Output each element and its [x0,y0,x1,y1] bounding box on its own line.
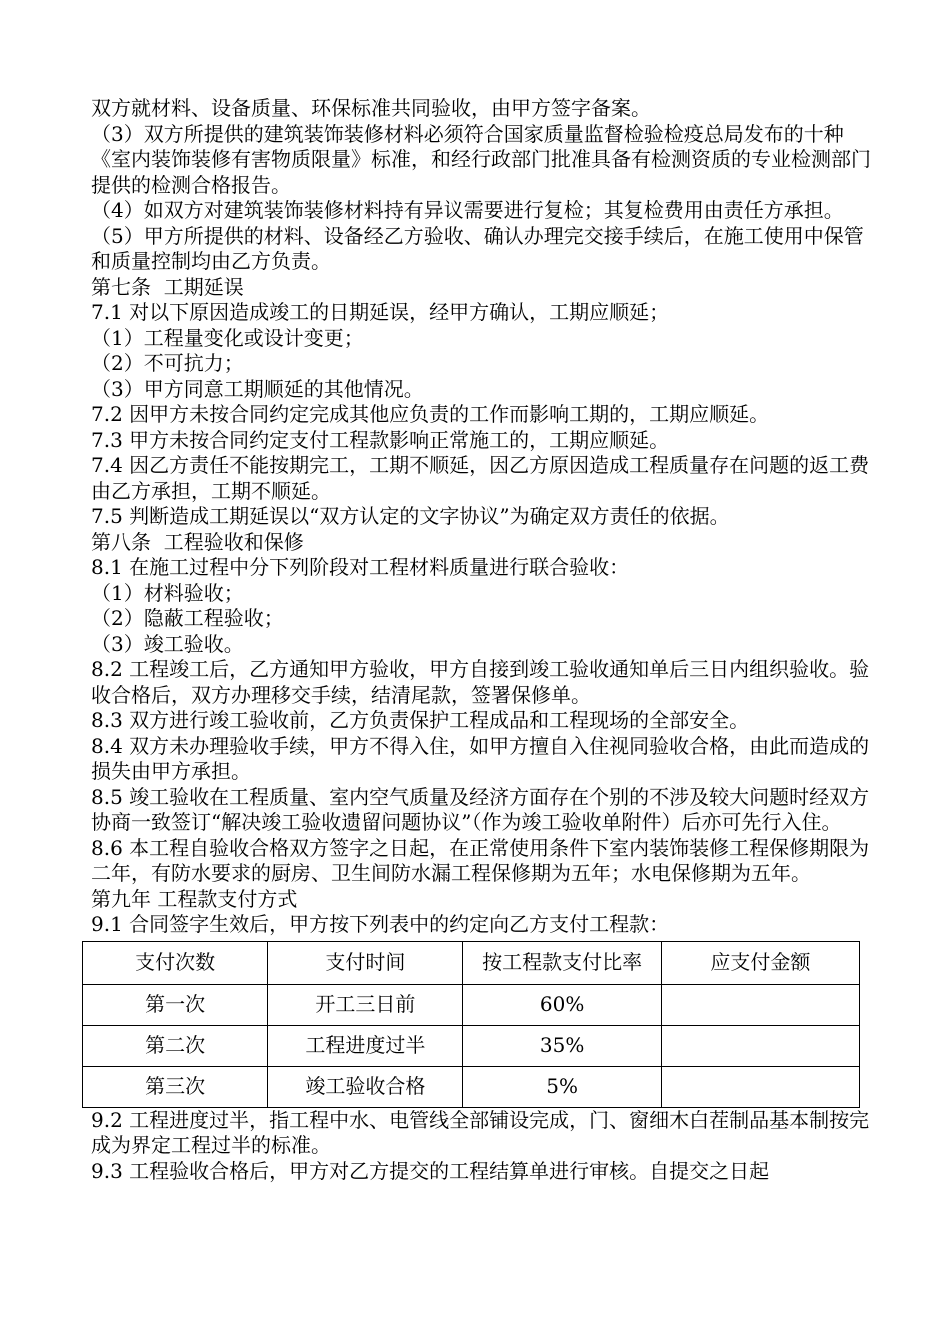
paragraph: （1）工程量变化或设计变更； [91,325,364,350]
paragraph: 8.2 工程竣工后，乙方通知甲方验收，甲方自接到竣工验收通知单后三日内组织验收。验收合格后，双方办理移交手续，结清尾款，签署保修单。 [91,657,870,707]
table-header-row [83,941,860,984]
table-cell: 5% [463,1066,661,1107]
table-row [83,1025,860,1066]
paragraph: 9.1 合同签字生效后，甲方按下列表中的约定向乙方支付工程款： [91,912,670,936]
table-cell [661,984,859,1025]
paragraphs-after [91,1108,871,1185]
paragraph: （3）甲方同意工期顺延的其他情况。 [91,376,424,401]
table-cell [661,1025,859,1066]
paragraph: 8.1 在施工过程中分下列阶段对工程材料质量进行联合验收： [91,555,630,579]
paragraph: 8.6 本工程自验收合格双方签字之日起，在正常使用条件下室内装饰装修工程保修期限为二年，有防水要求的厨房、卫生间防水漏工程保修期为五年；水电保修期为五年。 [91,835,870,885]
table-cell: 第一次 [83,984,268,1025]
paragraph: 7.5 判断造成工期延误以“双方认定的文字协议”为确定双方责任的依据。 [91,504,730,528]
column-header: 应支付金额 [661,941,859,984]
paragraph: （5）甲方所提供的材料、设备经乙方验收、确认办理完交接手续后，在施工使用中保管和质量控制均由乙方负责。 [91,223,864,273]
table-cell: 35% [463,1025,661,1066]
table-cell [661,1066,859,1107]
paragraph: （1）材料验收； [91,580,244,605]
paragraph: 8.5 竣工验收在工程质量、室内空气质量及经济方面存在个别的不涉及较大问题时经双方协商一致签订“解决竣工验收遗留问题协议”（作为竣工验收单附件）后亦可先行入住。 [91,784,870,834]
document-body [91,96,871,1184]
paragraph: 7.3 甲方未按合同约定支付工程款影响正常施工的，工期应顺延。 [91,427,670,452]
payment-table [82,941,860,1108]
column-header: 按工程款支付比率 [463,941,661,984]
section-heading: 第八条 工程验收和保修 [91,529,304,554]
section-heading: 第九年 工程款支付方式 [91,886,298,911]
paragraph: （3）竣工验收。 [91,631,244,656]
paragraph: （3）双方所提供的建筑装饰装修材料必须符合国家质量监督检验检疫总局发布的十种《室内装饰装修有害物质限量》标准，和经行政部门批准具备有检测资质的专业检测部门提供的检测合格报告。 [91,121,871,197]
table-cell: 竣工验收合格 [268,1066,463,1107]
paragraph: 双方就材料、设备质量、环保标准共同验收，由甲方签字备案。 [91,96,651,120]
paragraph: 8.4 双方未办理验收手续，甲方不得入住，如甲方擅自入住视同验收合格，由此而造成的损失由甲方承担。 [91,733,870,783]
paragraph: 7.2 因甲方未按合同约定完成其他应负责的工作而影响工期的，工期应顺延。 [91,402,770,426]
column-header: 支付时间 [268,941,463,984]
paragraph: 8.3 双方进行竣工验收前，乙方负责保护工程成品和工程现场的全部安全。 [91,708,750,732]
paragraph: （2）不可抗力； [91,351,244,375]
table-row [83,984,860,1025]
table-cell: 第二次 [83,1025,268,1066]
paragraph: （2）隐蔽工程验收； [91,606,284,630]
paragraph: 9.2 工程进度过半，指工程中水、电管线全部铺设完成，门、窗细木白茬制品基本制按完成为界定工程过半的标准。 [91,1107,870,1157]
table-cell: 60% [463,984,661,1025]
paragraphs-before [91,96,871,938]
section-heading: 第七条 工期延误 [91,274,244,299]
table-cell: 开工三日前 [268,984,463,1025]
table-cell: 第三次 [83,1066,268,1107]
paragraph: 7.1 对以下原因造成竣工的日期延误，经甲方确认，工期应顺延； [91,300,670,324]
paragraph: （4）如双方对建筑装饰装修材料持有异议需要进行复检；其复检费用由责任方承担。 [91,198,844,222]
table-cell: 工程进度过半 [268,1025,463,1066]
column-header: 支付次数 [83,941,268,984]
paragraph: 7.4 因乙方责任不能按期完工，工期不顺延，因乙方原因造成工程质量存在问题的返工费由乙方承担，工期不顺延。 [91,453,870,503]
paragraph: 9.3 工程验收合格后，甲方对乙方提交的工程结算单进行审核。自提交之日起 [91,1158,770,1183]
table-row [83,1066,860,1107]
